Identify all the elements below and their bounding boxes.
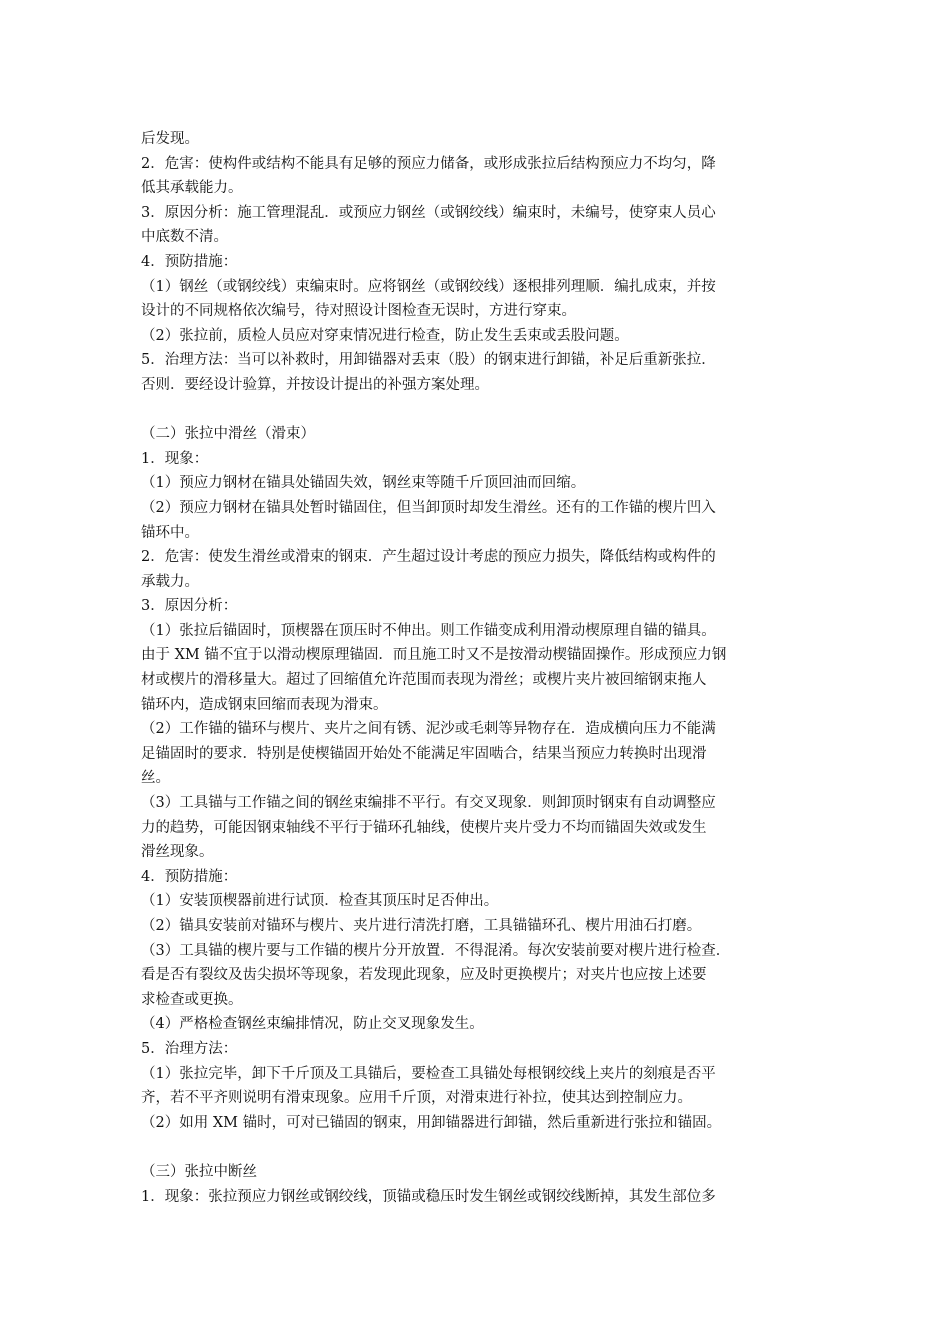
text-line: 材或楔片的滑移量大。超过了回缩值允许范围而表现为滑丝；或楔片夹片被回缩钢束拖人 xyxy=(141,672,707,689)
paragraph xyxy=(141,422,816,447)
text-line: （2）锚具安装前对锚环与楔片、夹片进行清洗打磨，工具锚锚环孔、楔片用油石打磨。 xyxy=(141,918,702,934)
paragraph xyxy=(141,275,816,324)
text-line: （3）工具锚的楔片要与工作锚的楔片分开放置．不得混淆。每次安装前要对楔片进行检查． xyxy=(141,942,731,959)
paragraph xyxy=(141,914,816,939)
text-line: 4．预防措施： xyxy=(141,868,238,885)
paragraph xyxy=(141,889,816,914)
paragraph xyxy=(141,619,816,717)
text-line: 看是否有裂纹及齿尖损坏等现象，若发现此现象，应及时更换楔片；对夹片也应按上述要 xyxy=(141,967,707,984)
text-line: 3．原因分析：施工管理混乱．或预应力钢丝（或钢绞线）编束时，未编号，使穿束人员心 xyxy=(141,204,716,221)
paragraph xyxy=(141,127,816,152)
text-line: 低其承载能力。 xyxy=(141,180,243,197)
text-line: （2）工作锚的锚环与楔片、夹片之间有锈、泥沙或毛刺等异物存在．造成横向压力不能满 xyxy=(141,721,716,738)
text-line: 设计的不同规格依次编号，待对照设计图检查无误时，方进行穿束。 xyxy=(141,303,576,320)
paragraph xyxy=(141,250,816,275)
text-line: （1）预应力钢材在锚具处锚固失效，钢丝束等随千斤顶回油而回缩。 xyxy=(141,475,586,492)
text-line: 3．原因分析： xyxy=(141,598,238,615)
text-line: （2）预应力钢材在锚具处暂时锚固住，但当卸顶时却发生滑丝。还有的工作锚的楔片凹入 xyxy=(141,499,716,516)
text-line: 中底数不清。 xyxy=(141,229,228,246)
text-line: 1．现象：张拉预应力钢丝或钢绞线，顶锚或稳压时发生钢丝或钢绞线断掉，其发生部位多 xyxy=(141,1188,716,1205)
text-line: 丝。 xyxy=(141,770,170,787)
paragraph xyxy=(141,1062,816,1111)
text-line: （2）张拉前，质检人员应对穿束情况进行检查，防止发生丢束或丢股问题。 xyxy=(141,327,629,344)
text-line: 4．预防措施： xyxy=(141,253,238,270)
text-line: 滑丝现象。 xyxy=(141,844,214,861)
text-line: 由于 XM 锚不宜于以滑动楔原理锚固．而且施工时又不是按滑动楔锚固操作。形成预应力钢 xyxy=(141,647,727,664)
text-line: （2）如用 XM 锚时，可对已锚固的钢束，用卸锚器进行卸锚，然后重新进行张拉和锚固。 xyxy=(141,1114,722,1131)
paragraph xyxy=(141,152,816,201)
text-line: （1）张拉后锚固时，顶楔器在顶压时不伸出。则工作锚变成利用滑动楔原理自锚的锚具。 xyxy=(141,622,716,639)
paragraph xyxy=(141,496,816,545)
paragraph xyxy=(141,545,816,594)
text-line: （1）安装顶楔器前进行试顶．检查其顶压时足否伸出。 xyxy=(141,893,499,910)
text-line: （1）钢丝（或钢绞线）束编束时。应将钢丝（或钢绞线）逐根排列理顺．编扎成束，并按 xyxy=(141,278,716,295)
text-line: 2．危害：使发生滑丝或滑束的钢束．产生超过设计考虑的预应力损失，降低结构或构件的 xyxy=(141,549,716,566)
paragraph xyxy=(141,717,816,791)
text-line: 1．现象： xyxy=(141,450,209,467)
paragraph xyxy=(141,201,816,250)
text-line: 否则．要经设计验算，并按设计提出的补强方案处理。 xyxy=(141,376,489,393)
text-line: 承载力。 xyxy=(141,573,199,590)
text-line: 锚环中。 xyxy=(141,524,199,541)
text-line: 齐，若不平齐则说明有滑束现象。应用千斤顶，对滑束进行补拉，使其达到控制应力。 xyxy=(141,1090,692,1107)
document-body xyxy=(141,127,816,1209)
text-line: 力的趋势，可能因钢束轴线不平行于锚环孔轴线，使楔片夹片受力不均而锚固失效或发生 xyxy=(141,819,707,836)
paragraph xyxy=(141,1012,816,1037)
paragraph xyxy=(141,1111,816,1136)
paragraph xyxy=(141,1160,816,1185)
text-line: 求检查或更换。 xyxy=(141,991,243,1008)
text-line: （4）严格检查钢丝束编排情况，防止交叉现象发生。 xyxy=(141,1016,484,1033)
paragraph xyxy=(141,324,816,349)
text-line: 5．治理方法： xyxy=(141,1040,238,1057)
paragraph xyxy=(141,594,816,619)
paragraph xyxy=(141,1037,816,1062)
paragraph xyxy=(141,1185,816,1210)
blank-line xyxy=(141,398,816,423)
paragraph xyxy=(141,939,816,1013)
text-line: 足锚固时的要求．特别是使楔锚固开始处不能满足牢固啮合，结果当预应力转换时出现滑 xyxy=(141,745,707,762)
text-line: （1）张拉完毕，卸下千斤顶及工具锚后，要检查工具锚处每根钢绞线上夹片的刻痕是否平 xyxy=(141,1065,716,1082)
text-line: （二）张拉中滑丝（滑束） xyxy=(141,426,315,443)
text-line: 锚环内，造成钢束回缩而表现为滑束。 xyxy=(141,696,388,713)
text-line: （三）张拉中断丝 xyxy=(141,1163,257,1180)
text-line: 后发现。 xyxy=(141,131,199,147)
text-line: （3）工具锚与工作锚之间的钢丝束编排不平行。有交叉现象．则卸顶时钢束有自动调整应 xyxy=(141,795,716,812)
paragraph xyxy=(141,471,816,496)
paragraph xyxy=(141,865,816,890)
paragraph xyxy=(141,348,816,397)
blank-line xyxy=(141,1135,816,1160)
paragraph xyxy=(141,791,816,865)
text-line: 2．危害：使构件或结构不能具有足够的预应力储备，或形成张拉后结构预应力不均匀，降 xyxy=(141,155,716,172)
paragraph xyxy=(141,447,816,472)
text-line: 5．治理方法：当可以补救时，用卸锚器对丢束（股）的钢束进行卸锚，补足后重新张拉． xyxy=(141,352,716,369)
